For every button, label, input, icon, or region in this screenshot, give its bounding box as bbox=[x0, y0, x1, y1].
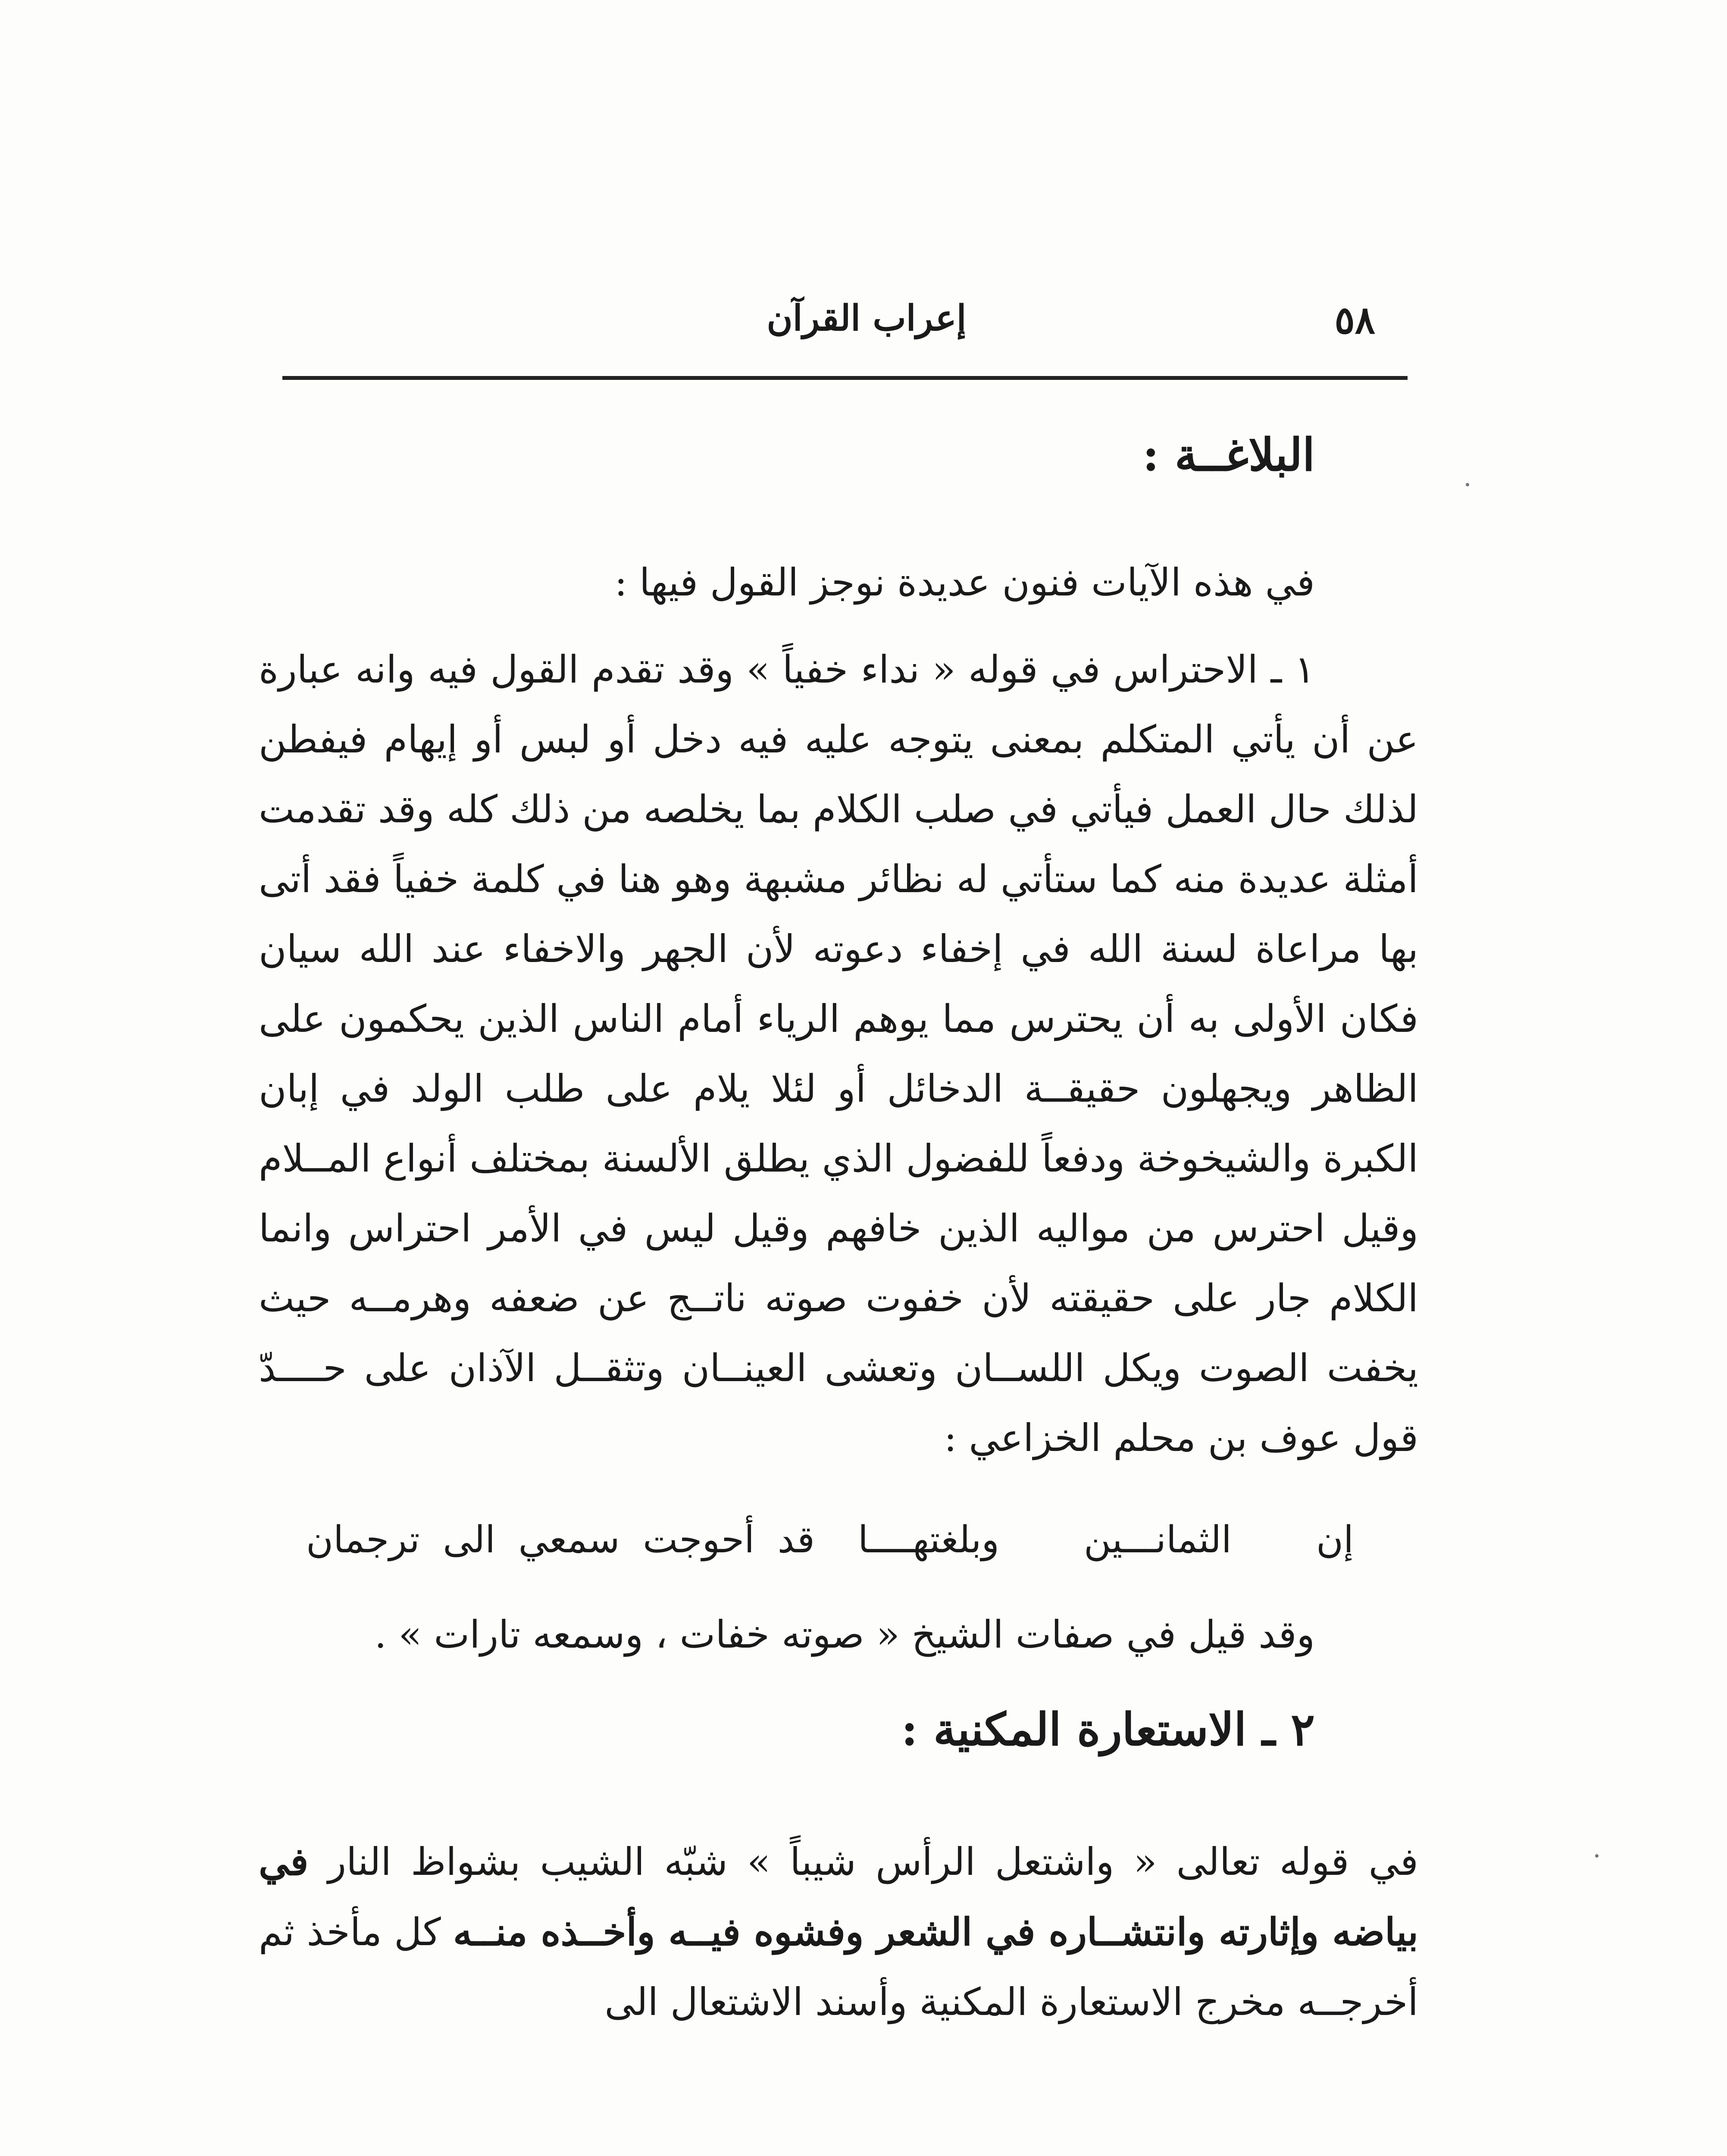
running-header bbox=[280, 298, 1410, 358]
poem-verse bbox=[259, 1499, 1418, 1581]
scan-speck bbox=[1595, 1854, 1599, 1858]
point-2-paragraph bbox=[259, 1827, 1418, 2037]
point-2-line-1: في قوله تعالى « واشتعل الرأس شيباً » شبّه الشيب بشواظ النار bbox=[328, 1839, 1418, 1884]
section-heading: البلاغــة : bbox=[1142, 428, 1315, 481]
book-title: إعراب القرآن bbox=[767, 298, 967, 339]
page-number: ٥٨ bbox=[1334, 298, 1375, 342]
shaykh-note: وقد قيل في صفات الشيخ « صوته خفات ، وسمعه تارات » . bbox=[374, 1612, 1315, 1657]
point-1-paragraph: ١ ـ الاحتراس في قوله « نداء خفياً » وقد تقدم القول فيه وانه عبارة عن أن يأتي المتكلم بمعنى يتوجه عليه فيه دخل أو لبس أو إيهام فيفطن لذلك حال العمل فيأتي في صلب الكلام بما يخلصه من ذلك كله وقد تقدمت أمثلة عديدة منه كما ستأتي له نظائر مشبهة وهو هنا في كلمة خفياً فقد أتى بها مراعاة لسنة الله في إخفاء دعوته لأن الجهر والاخفاء عند الله سيان فكان الأولى به أن يحترس مما يوهم الرياء أمام الناس الذين يحكمون على الظاهر ويجهلون حقيقــة الدخائل أو لئلا يلام على طلب الولد في إبان الكبرة والشيخوخة ودفعاً للفضول الذي يطلق الألسنة بمختلف أنواع المــلام وقيل احترس من مواليه الذين خافهم وقيل ليس في الأمر احتراس وانما الكلام جار على حقيقته لأن خفوت صوته ناتــج عن ضعفه وهرمــه حيث يخفت الصوت ويكل اللســان وتعشى العينــان وتثقــل الآذان على حــــدّ قول عوف بن محلم الخزاعي : bbox=[259, 647, 1419, 1460]
page-content bbox=[259, 414, 1418, 2037]
point-2-heading: ٢ ـ الاستعارة المكنية : bbox=[901, 1703, 1315, 1756]
header-rule bbox=[282, 376, 1408, 380]
scan-speck bbox=[1466, 483, 1469, 486]
point-2-line-2: في بياضه وإثارته وانتشــاره في الشعر وفشوه فيــه وأخــذه منــه bbox=[259, 1839, 1418, 1954]
verse-hemistich-2: قد أحوجت سمعي الى ترجمان bbox=[306, 1518, 815, 1561]
verse-hemistich-1: إن الثمانـــين وبلغتهــــا bbox=[858, 1518, 1354, 1561]
intro-paragraph: في هذه الآيات فنون عديدة نوجز القول فيها : bbox=[614, 560, 1315, 605]
point-2-line-3: كل مأخذ ثم أخرجــه مخرج الاستعارة المكنية وأسند الاشتعال الى bbox=[259, 1910, 1418, 2024]
